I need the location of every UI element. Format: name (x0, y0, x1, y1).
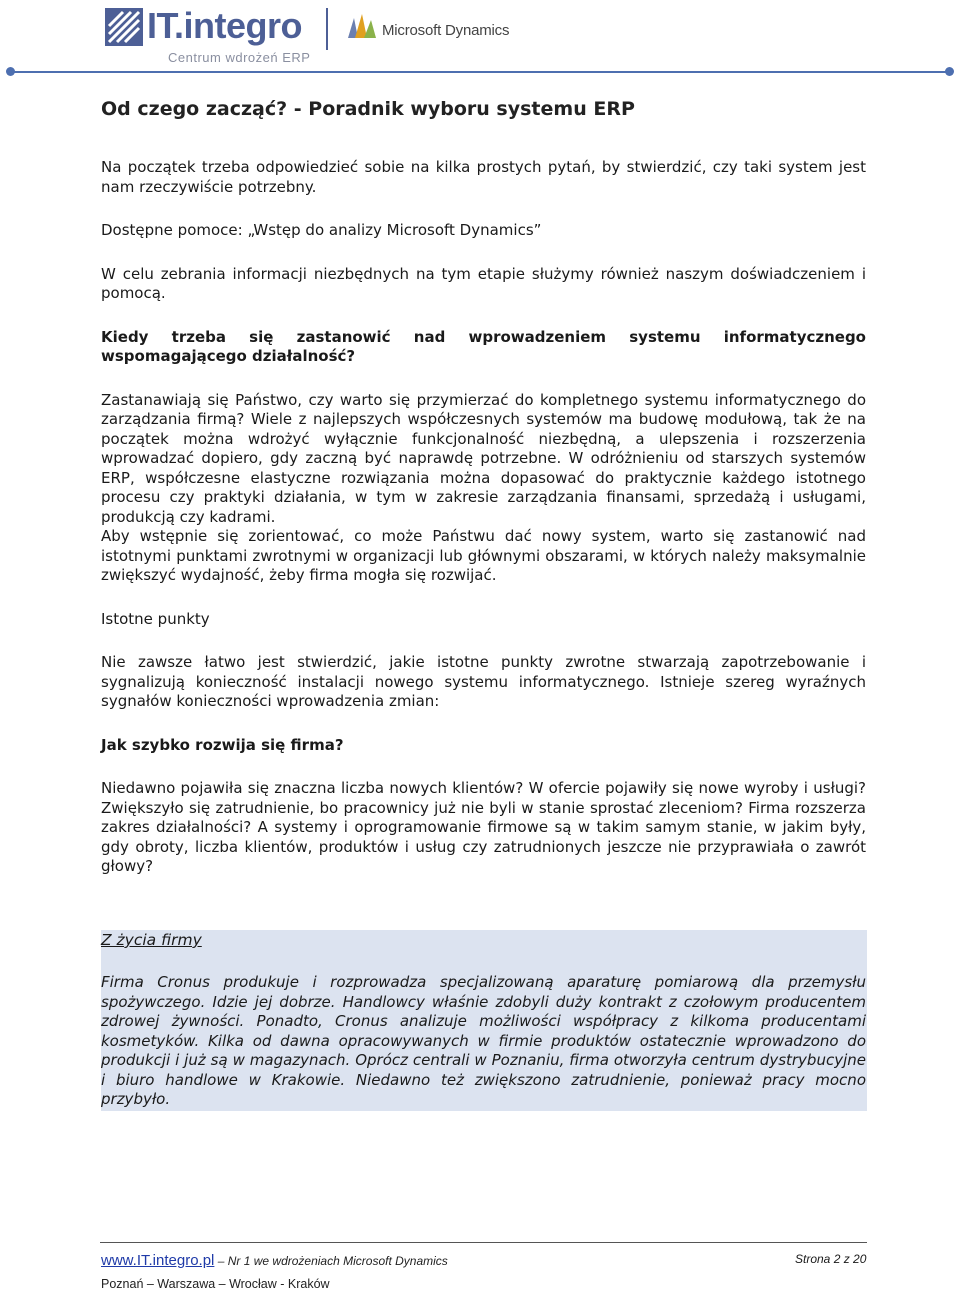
header-rule-dot-right (945, 67, 954, 76)
brand-name: IT.integro (147, 5, 302, 46)
footer-cities: Poznań – Warszawa – Wrocław - Kraków (101, 1277, 330, 1291)
document-body (101, 96, 866, 877)
body-paragraph: Niedawno pojawiła się znaczna liczba nowych klientów? W ofercie pojawiły się nowe wyroby i usługi? Zwiększyło się zatrudnienie, bo pracownicy już nie byli w stanie sprostać zleceniom? Firma rozszerza zakres działalności? A systemy i oprogramowanie firmowe są w takim samym stanie, w jakim były, gdy obroty, liczba klientów, produktów i usług czy zatrudnionych jeszcze nie przyprawiała o zawrót głowy? (101, 779, 866, 875)
question-heading: Kiedy trzeba się zastanowić nad wprowadzeniem systemu informatycznego wspomagającego działalność? (101, 327, 866, 365)
footer-rule (100, 1242, 867, 1243)
website-link[interactable]: www.IT.integro.pl (101, 1252, 215, 1269)
brand-logo-icon (105, 8, 143, 46)
body-paragraph: Nie zawsze łatwo jest stwierdzić, jakie istotne punkty zwrotne stwarzają zapotrzebowanie i sygnalizują konieczność instalacji nowego systemu informatycznego. Istnieje szereg wyraźnych sygnałów konieczności wprowadzenia zmian: (101, 653, 866, 710)
case-study-content (101, 930, 866, 1110)
case-study-title: Z życia firmy (101, 931, 202, 949)
brand-subtitle: Centrum wdrożeń ERP (168, 50, 311, 65)
footer-tagline: – Nr 1 we wdrożeniach Microsoft Dynamics (214, 1254, 448, 1268)
question-heading: Jak szybko rozwija się firma? (101, 735, 344, 754)
partner-name: Microsoft Dynamics (382, 22, 510, 39)
body-paragraph: Aby wstępnie się zorientować, co może Państwu dać nowy system, warto się zastanowić nad istotnymi punktami zwrotnymi w organizacji lub głównymi obszarami, w których należy maksymalnie zwiększyć wydajność, żeby firma mogła się rozwijać. (101, 527, 866, 584)
case-study-text: Firma Cronus produkuje i rozprowadza specjalizowaną aparaturę pomiarową dla przemysłu spożywczego. Idzie jej dobrze. Handlowcy właśnie zdobyli duży kontrakt z czołowym producentem zdrowej żywności. Ponadto, Cronus analizuje możliwości współpracy z kilkoma producentami kosmetyków. Kilka od dawna opracowywanych w firmie produktów ostatecznie wprowadzono do produkcji i już są w magazynach. Oprócz centrali w Poznaniu, firma otworzyła centrum dystrybucyjne i biuro handlowe w Krakowie. Niedawno też zwiększono zatrudnienie, ponieważ pracy mocno przybyło. (101, 973, 866, 1108)
body-paragraph: Zastanawiają się Państwo, czy warto się przymierzać do kompletnego systemu informatycznego do zarządzania firmą? Wiele z najlepszych współczesnych systemów ma budowę modułową, tak że na początek można wdrożyć wyłącznie funkcjonalność niezbędną, a ulepszenia i rozszerzenia wprowadzać dopiero, gdy zaczną być naprawdę potrzebne. W odróżnieniu od starszych systemów ERP, współczesne elastyczne rozwiązania można dopasować do praktycznie każdego istotnego procesu czy praktyki działania, w tym w zakresie zarządzania finansami, sprzedażą i usługami, produkcją czy kadrami. (101, 390, 866, 526)
section-heading: Istotne punkty (101, 609, 210, 628)
page-title: Od czego zacząć? - Poradnik wyboru systemu ERP (101, 98, 635, 120)
header-rule-dot-left (6, 67, 15, 76)
header-rule (10, 71, 950, 73)
intro-paragraph: Na początek trzeba odpowiedzieć sobie na kilka prostych pytań, by stwierdzić, czy taki system jest nam rzeczywiście potrzebny. (101, 158, 866, 196)
aids-paragraph: Dostępne pomoce: „Wstęp do analizy Microsoft Dynamics” (101, 221, 542, 239)
support-paragraph: W celu zebrania informacji niezbędnych na tym etapie służymy również naszym doświadczeniem i pomocą. (101, 264, 866, 302)
page-number: Strona 2 z 20 (795, 1252, 867, 1266)
microsoft-dynamics-logo-icon (346, 12, 378, 40)
footer-left (101, 1252, 448, 1269)
header-divider (326, 8, 328, 50)
